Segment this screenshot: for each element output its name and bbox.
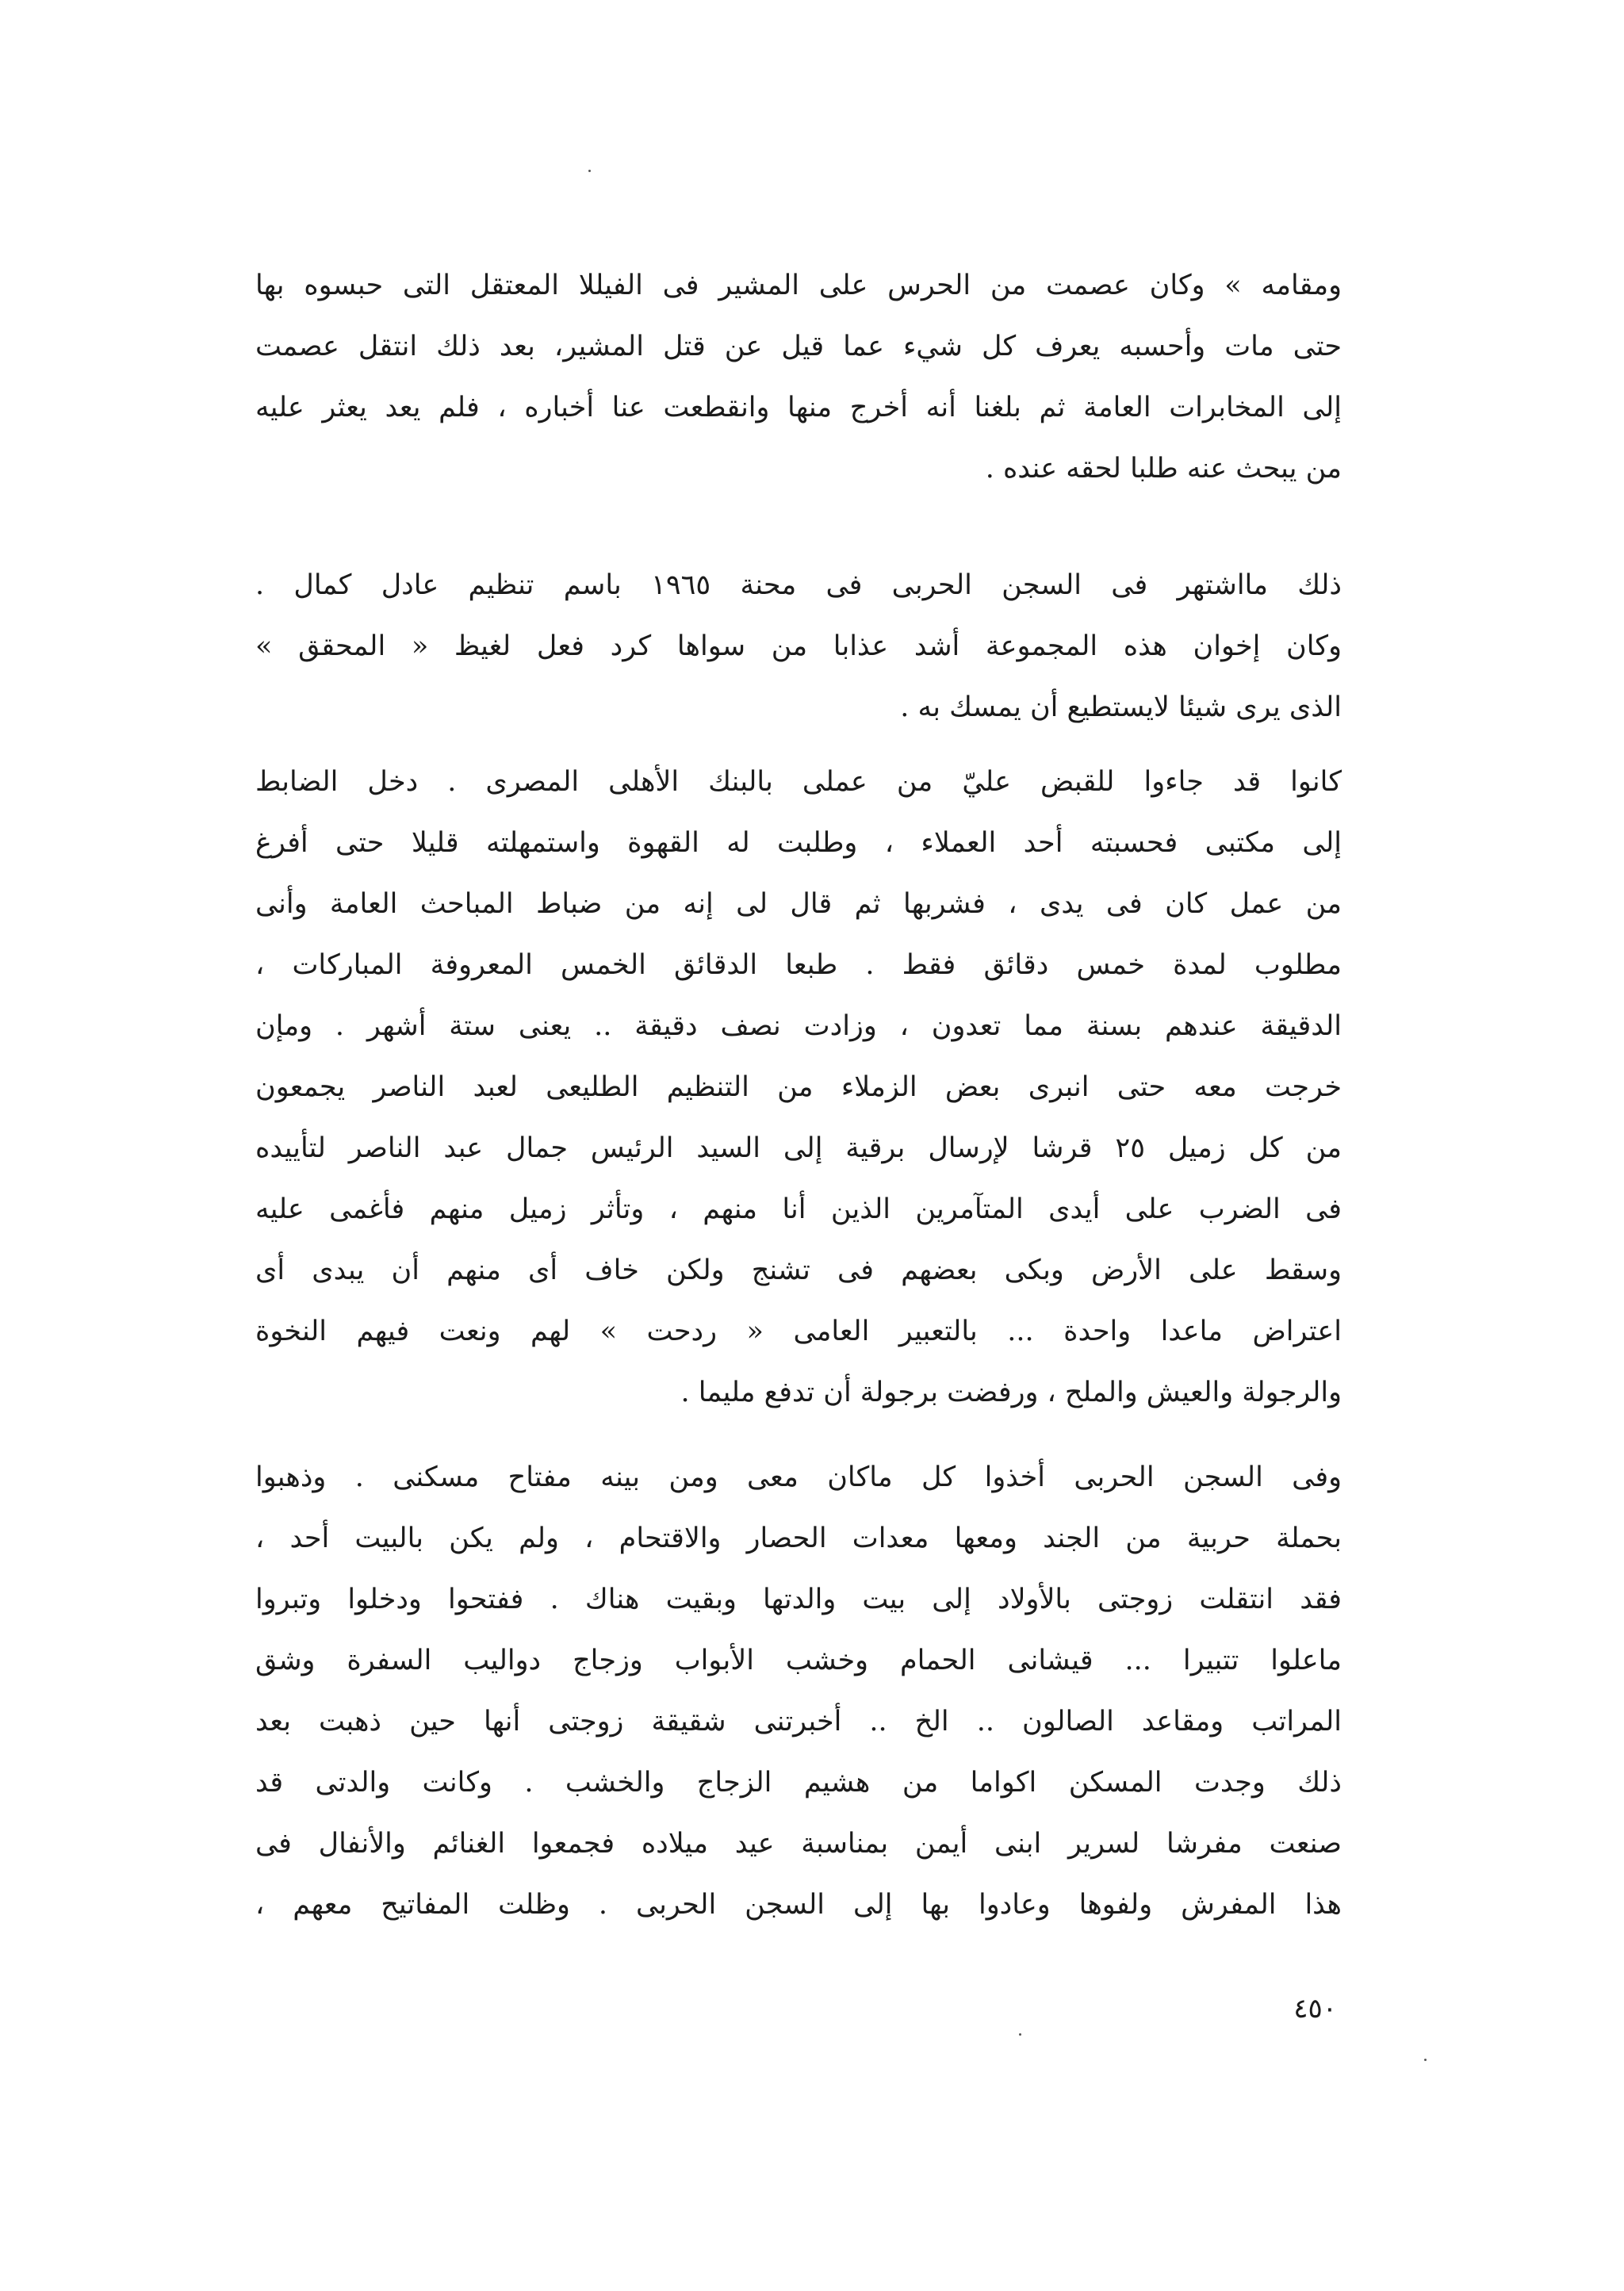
paragraph-1 bbox=[255, 255, 1342, 500]
text-line: صنعت مفرشا لسرير ابنى أيمن بمناسبة عيد ميلاده فجمعوا الغنائم والأنفال فى bbox=[255, 1828, 1342, 1860]
text-line: فقد انتقلت زوجتى بالأولاد إلى بيت والدتها وبقيت هناك . ففتحوا ودخلوا وتبروا bbox=[255, 1584, 1342, 1615]
text-line: وسقط على الأرض وبكى بعضهم فى تشنج ولكن خاف أى منهم أن يبدى أى bbox=[255, 1255, 1342, 1286]
scan-speck bbox=[1424, 2059, 1427, 2061]
paragraph-2 bbox=[255, 555, 1342, 738]
text-line: من يبحث عنه طلبا لحقه عنده . bbox=[985, 453, 1342, 485]
text-line: فى الضرب على أيدى المتآمرين الذين أنا منهم ، وتأثر زميل منهم فأغمى عليه bbox=[255, 1193, 1342, 1225]
text-line: ومقامه » وكان عصمت من الحرس على المشير فى الفيللا المعتقل التى حبسوه بها bbox=[255, 270, 1342, 301]
text-line: حتى مات وأحسبه يعرف كل شيء عما قيل عن قتل المشير، بعد ذلك انتقل عصمت bbox=[255, 331, 1342, 362]
page-number: ٤٥٠ bbox=[1293, 1993, 1337, 2025]
text-line: هذا المفرش ولفوها وعادوا بها إلى السجن الحربى . وظلت المفاتيح معهم ، bbox=[255, 1889, 1342, 1921]
paragraph-4 bbox=[255, 1447, 1342, 1936]
text-line: من عمل كان فى يدى ، فشربها ثم قال لى إنه من ضباط المباحث العامة وأنى bbox=[255, 888, 1342, 920]
text-line: إلى المخابرات العامة ثم بلغنا أنه أخرج منها وانقطعت عنا أخباره ، فلم يعد يعثر عليه bbox=[255, 392, 1342, 423]
text-line: وكان إخوان هذه المجموعة أشد عذابا من سواها كرد فعل لغيظ « المحقق » bbox=[255, 630, 1342, 662]
paragraph-3 bbox=[255, 752, 1342, 1423]
scan-speck bbox=[1019, 2033, 1021, 2036]
text-line: من كل زميل ٢٥ قرشا لإرسال برقية إلى السيد الرئيس جمال عبد الناصر لتأييده bbox=[255, 1132, 1342, 1164]
text-line: المراتب ومقاعد الصالون .. الخ .. أخبرتنى شقيقة زوجتى أنها حين ذهبت بعد bbox=[255, 1706, 1342, 1737]
text-line: وفى السجن الحربى أخذوا كل ماكان معى ومن بينه مفتاح مسكنى . وذهبوا bbox=[255, 1462, 1342, 1493]
text-line: الدقيقة عندهم بسنة مما تعدون ، وزادت نصف دقيقة .. يعنى ستة أشهر . ومإن bbox=[255, 1010, 1342, 1042]
text-line: ماعلوا تتبيرا ... قيشانى الحمام وخشب الأبواب وزجاج دواليب السفرة وشق bbox=[255, 1645, 1342, 1676]
text-line: ذلك مااشتهر فى السجن الحربى فى محنة ١٩٦٥ باسم تنظيم عادل كمال . bbox=[255, 569, 1342, 601]
scan-speck bbox=[588, 170, 591, 172]
text-line: اعتراض ماعدا واحدة ... بالتعبير العامى « ردحت » لهم ونعت فيهم النخوة bbox=[255, 1316, 1342, 1347]
text-line: كانوا قد جاءوا للقبض عليّ من عملى بالبنك الأهلى المصرى . دخل الضابط bbox=[255, 766, 1342, 798]
text-line: ذلك وجدت المسكن اكواما من هشيم الزجاج والخشب . وكانت والدتى قد bbox=[255, 1767, 1342, 1799]
text-line: بحملة حربية من الجند ومعها معدات الحصار والاقتحام ، ولم يكن بالبيت أحد ، bbox=[255, 1523, 1342, 1554]
text-line: إلى مكتبى فحسبته أحد العملاء ، وطلبت له القهوة واستمهلته قليلا حتى أفرغ bbox=[255, 827, 1342, 859]
text-line: الذى يرى شيئا لايستطيع أن يمسك به . bbox=[900, 692, 1342, 723]
text-line: والرجولة والعيش والملح ، ورفضت برجولة أن تدفع مليما . bbox=[680, 1377, 1342, 1408]
text-line: خرجت معه حتى انبرى بعض الزملاء من التنظيم الطليعى لعبد الناصر يجمعون bbox=[255, 1071, 1342, 1103]
text-line: مطلوب لمدة خمس دقائق فقط . طبعا الدقائق الخمس المعروفة المباركات ، bbox=[255, 949, 1342, 981]
